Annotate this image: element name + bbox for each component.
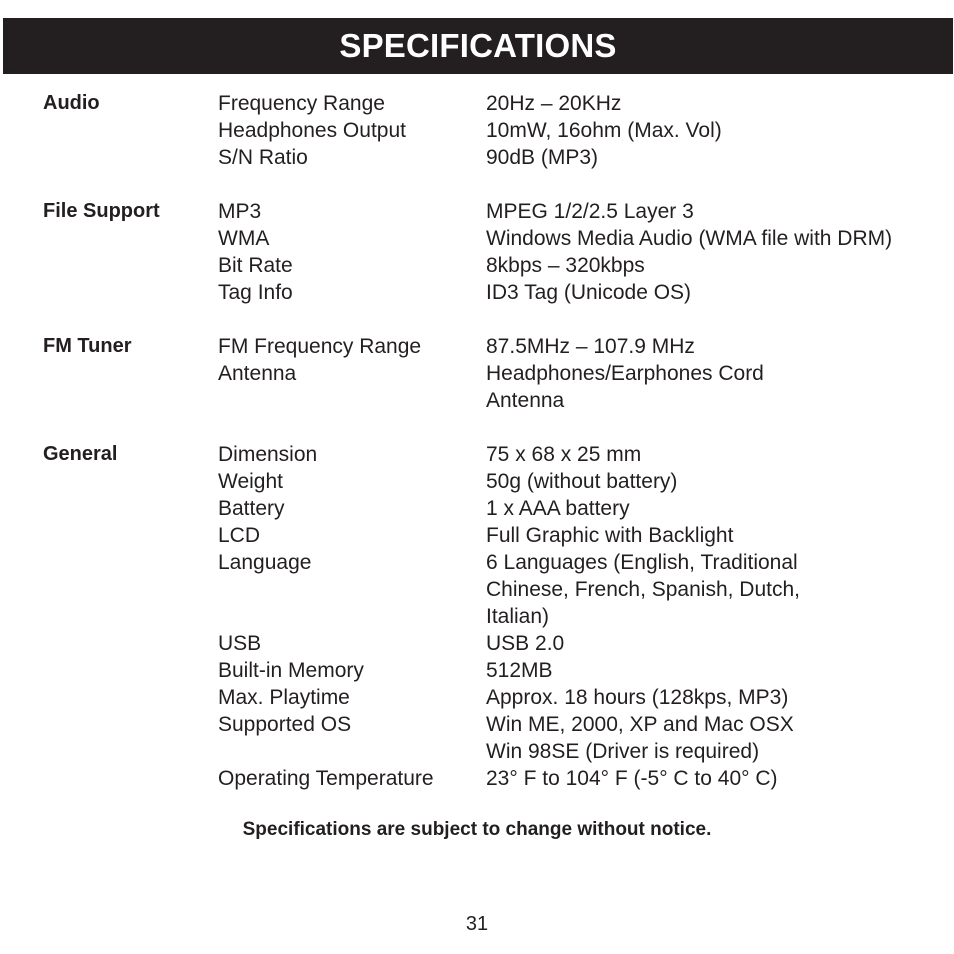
spec-label: Max. Playtime: [218, 686, 350, 709]
spec-label: LCD: [218, 524, 261, 547]
spec-row: [218, 495, 933, 522]
spec-value-line: MPEG 1/2/2.5 Layer 3: [486, 200, 694, 223]
spec-label: Battery: [218, 497, 285, 520]
spec-row: [218, 711, 933, 765]
spec-value: [486, 198, 933, 225]
spec-value-line: 75 x 68 x 25 mm: [486, 443, 642, 466]
spec-label: WMA: [218, 227, 270, 250]
spec-value: [486, 765, 933, 792]
spec-value-line: Windows Media Audio (WMA file with DRM): [486, 227, 893, 250]
spec-value-line: 512MB: [486, 659, 553, 682]
spec-value: [486, 360, 933, 414]
section-heading: FM Tuner: [43, 335, 132, 357]
spec-value-line: USB 2.0: [486, 632, 565, 655]
spec-row: [218, 225, 933, 252]
spec-label: Frequency Range: [218, 92, 385, 115]
spec-label: Built-in Memory: [218, 659, 364, 682]
page-number: 31: [465, 913, 489, 935]
spec-label: Operating Temperature: [218, 767, 434, 790]
spec-value: [486, 549, 933, 630]
spec-row: [218, 252, 933, 279]
spec-value-line: 50g (without battery): [486, 470, 678, 493]
spec-value: [486, 225, 933, 252]
spec-rows: [218, 441, 933, 792]
spec-row: [218, 333, 933, 360]
spec-value-line: 23° F to 104° F (-5° C to 40° C): [486, 767, 778, 790]
spec-value-line: Full Graphic with Backlight: [486, 524, 734, 547]
spec-value-line: 87.5MHz – 107.9 MHz: [486, 335, 695, 358]
spec-rows: [218, 333, 933, 414]
spec-value-line: 1 x AAA battery: [486, 497, 630, 520]
spec-label: Tag Info: [218, 281, 293, 304]
spec-row: [218, 198, 933, 225]
spec-section: [43, 333, 933, 414]
spec-value-line: Antenna: [486, 389, 565, 412]
spec-rows: [218, 90, 933, 171]
spec-value: [486, 522, 933, 549]
spec-row: [218, 657, 933, 684]
spec-value-line: Italian): [486, 605, 550, 628]
spec-value-line: 10mW, 16ohm (Max. Vol): [486, 119, 722, 142]
spec-row: [218, 441, 933, 468]
spec-row: [218, 90, 933, 117]
section-heading: Audio: [43, 92, 100, 114]
spec-row: [218, 279, 933, 306]
spec-row: [218, 468, 933, 495]
section-heading: File Support: [43, 200, 160, 222]
spec-row: [218, 765, 933, 792]
spec-label: Weight: [218, 470, 283, 493]
spec-value: [486, 279, 933, 306]
spec-label: Bit Rate: [218, 254, 293, 277]
spec-label: S/N Ratio: [218, 146, 308, 169]
spec-value: [486, 333, 933, 360]
spec-value: [486, 468, 933, 495]
spec-label: Language: [218, 551, 312, 574]
spec-rows: [218, 198, 933, 306]
spec-section: [43, 441, 933, 792]
spec-row: [218, 684, 933, 711]
spec-row: [218, 522, 933, 549]
spec-value: [486, 684, 933, 711]
spec-value-line: Approx. 18 hours (128kps, MP3): [486, 686, 789, 709]
section-heading: General: [43, 443, 118, 465]
spec-value-line: Headphones/Earphones Cord: [486, 362, 764, 385]
spec-value-line: ID3 Tag (Unicode OS): [486, 281, 692, 304]
spec-value-line: 90dB (MP3): [486, 146, 599, 169]
spec-value: [486, 495, 933, 522]
spec-value: [486, 90, 933, 117]
spec-value-line: 6 Languages (English, Traditional: [486, 551, 798, 574]
spec-value: [486, 630, 933, 657]
spec-label: USB: [218, 632, 262, 655]
spec-label: Antenna: [218, 362, 297, 385]
spec-value-line: Chinese, French, Spanish, Dutch,: [486, 578, 800, 601]
spec-value: [486, 441, 933, 468]
spec-value: [486, 252, 933, 279]
spec-section: [43, 198, 933, 306]
spec-label: Supported OS: [218, 713, 352, 736]
spec-value: [486, 657, 933, 684]
spec-value-line: Win ME, 2000, XP and Mac OSX: [486, 713, 794, 736]
specifications-table: [43, 90, 933, 819]
spec-label: Headphones Output: [218, 119, 406, 142]
change-notice: Specifications are subject to change without notice.: [242, 819, 712, 840]
spec-row: [218, 144, 933, 171]
spec-label: MP3: [218, 200, 262, 223]
spec-label: Dimension: [218, 443, 318, 466]
spec-row: [218, 360, 933, 414]
spec-row: [218, 549, 933, 630]
page-title: SPECIFICATIONS: [339, 27, 617, 64]
spec-value: [486, 144, 933, 171]
spec-value-line: Win 98SE (Driver is required): [486, 740, 760, 763]
title-bar: [3, 18, 953, 74]
spec-value-line: 20Hz – 20KHz: [486, 92, 622, 115]
spec-row: [218, 117, 933, 144]
spec-section: [43, 90, 933, 171]
spec-row: [218, 630, 933, 657]
spec-value-line: 8kbps – 320kbps: [486, 254, 645, 277]
spec-label: FM Frequency Range: [218, 335, 422, 358]
spec-value: [486, 711, 933, 765]
spec-value: [486, 117, 933, 144]
